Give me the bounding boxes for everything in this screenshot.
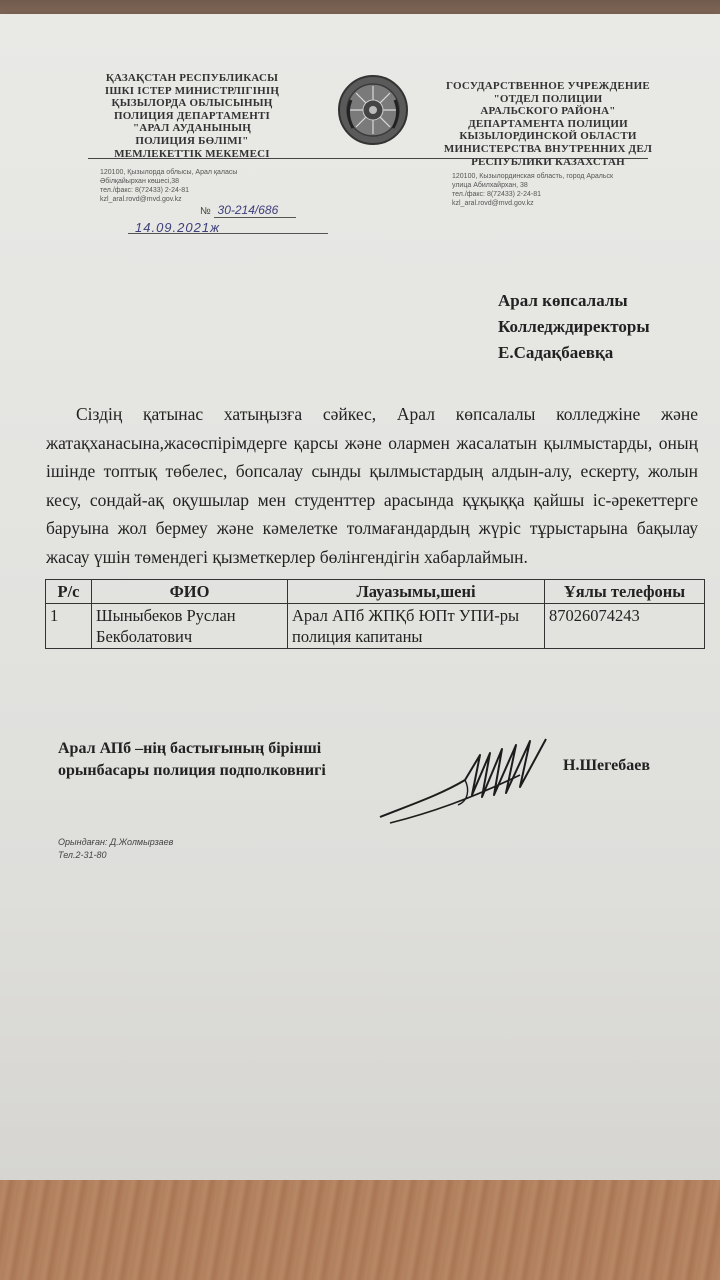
header-left-line: ПОЛИЦИЯ ДЕПАРТАМЕНТІ [113,109,270,122]
executor-name: Орындаған: Д.Жолмырзаев [58,837,174,847]
column-header: Лауазымы,шені [288,580,545,604]
header-right-line: РЕСПУБЛИКИ КАЗАХСТАН [471,155,625,168]
header-right-line: АРАЛЬСКОГО РАЙОНА" [480,105,616,118]
column-header: Р/с [46,580,92,604]
header-right-line: ГОСУДАРСТВЕННОЕ УЧРЕЖДЕНИЕ [446,80,650,92]
address-line: Әбілқайырхан көшесі,38 [100,178,180,185]
signer-title-line: Арал АПб –нің бастығының бірінші [58,740,322,757]
signer-name: Н.Шегебаев [563,757,651,774]
header-left-line: ҚАЗАҚСТАН РЕСПУБЛИКАСЫ [105,72,279,84]
executor-info [58,836,173,862]
column-header: ФИО [92,580,288,604]
address-line: kzl_aral.rovd@mvd.gov.kz [452,200,534,207]
addressee-block [498,288,650,366]
date-underline [128,233,328,234]
letter-body: Сіздің қатынас хатыңызға сәйкес, Арал көпсалалы колледжіне және жатақханасына,жасөспірімдерге қарсы және олармен жасалатын қылмыстарды, оның ішінде топтық төбелес, бопсалау сынды қылмыстардың алдын-алу, ескерту, жолын кесу, сондай-ақ оқушылар мен студенттер арасында құқыққа қайшы іс-әрекеттерге баруына жол бермеу және кәмелетке толмағандардың жүріс тұрыстарына бақылау жасау үшін төмендегі қызметкерлер бөлінгендігін хабарлаймын. [46,404,698,567]
address-line: тел./факс: 8(72433) 2-24-81 [100,187,190,194]
table-cell: Шыныбеков Руслан Бекболатович [92,604,288,649]
header-left-line: ҚЫЗЫЛОРДА ОБЛЫСЫНЫҢ [111,97,273,110]
wooden-table [0,1180,720,1280]
header-divider [88,158,648,159]
address-line: 120100, Қызылорда облысы, Арал қаласы [100,169,238,176]
address-left [100,168,300,204]
registration-number [200,203,296,217]
address-line: kzl_aral.rovd@mvd.gov.kz [100,196,182,203]
column-header: Ұялы телефоны [545,580,705,604]
address-line: улица Абилхайрхан, 38 [452,182,528,189]
header-left-line: МЕМЛЕКЕТТІК МЕКЕМЕСІ [114,147,270,160]
addressee-line: Е.Садақбаевқа [498,343,614,362]
executor-phone: Тел.2-31-80 [58,850,107,860]
table-header-row [46,580,705,604]
header-left-kazakh [82,72,302,160]
table-cell: Арал АПб ЖПҚб ЮПт УПИ-ры полиция капитаны [288,604,545,649]
table-row [46,604,705,649]
table-cell: 87026074243 [545,604,705,649]
address-line: 120100, Кызылординская область, город Аральск [452,173,614,180]
header-right-line: "ОТДЕЛ ПОЛИЦИИ [493,92,603,105]
address-right [452,172,652,208]
header-right-line: ДЕПАРТАМЕНТА ПОЛИЦИИ [468,117,628,130]
signer-title [58,738,326,782]
header-right-line: КЫЗЫЛОРДИНСКОЙ ОБЛАСТИ [459,130,637,143]
number-sign: № [200,206,211,217]
header-right-line: МИНИСТЕРСТВА ВНУТРЕННИХ ДЕЛ [443,142,653,155]
header-right-russian [430,80,666,168]
handwritten-number: 30-214/686 [214,203,297,218]
staff-table [45,579,705,649]
handwritten-signature [370,735,570,830]
handwritten-date: 14.09.2021ж [135,220,221,235]
address-line: тел./факс: 8(72433) 2-24-81 [452,191,542,198]
header-left-line: ІШКІ ІСТЕР МИНИСТРЛІГІНІҢ [104,84,280,97]
addressee-line: Колледждиректоры [498,317,650,336]
signer-title-line: орынбасары полиция подполковнигі [58,762,326,779]
header-left-line: "АРАЛ АУДАНЫНЫҢ [133,122,251,135]
state-emblem-icon [337,74,409,146]
header-left-line: ПОЛИЦИЯ БӨЛІМІ" [135,134,249,147]
table-cell: 1 [46,604,92,649]
addressee-line: Арал көпсалалы [498,291,628,310]
